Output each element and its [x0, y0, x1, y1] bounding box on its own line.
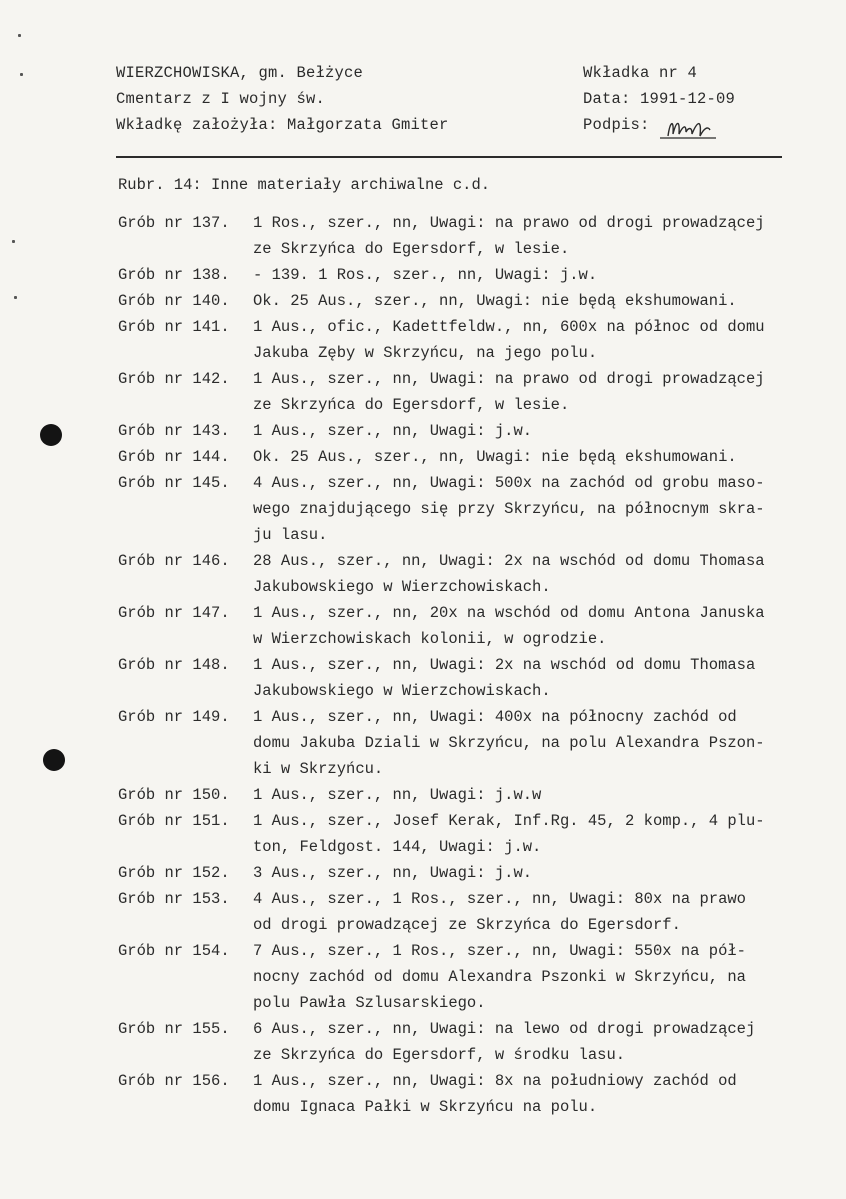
grave-entry-line: ju lasu.: [253, 526, 328, 544]
grave-entry-label: Grób nr 152.: [118, 864, 230, 882]
grave-entry-line: nocny zachód od domu Alexandra Pszonki w Skrzyńcu, na: [253, 968, 746, 986]
grave-entry-line: 28 Aus., szer., nn, Uwagi: 2x na wschód od domu Thomasa: [253, 552, 765, 570]
grave-entry-label: Grób nr 144.: [118, 448, 230, 466]
grave-entry: [118, 808, 830, 860]
grave-entry-label: Grób nr 151.: [118, 812, 230, 830]
grave-entry-line: 1 Aus., szer., nn, 20x na wschód od domu Antona Januska: [253, 604, 765, 622]
grave-entry-line: 4 Aus., szer., nn, Uwagi: 500x na zachód od grobu maso-: [253, 474, 765, 492]
grave-entry: [118, 366, 830, 418]
grave-entry-line: ze Skrzyńca do Egersdorf, w lesie.: [253, 396, 570, 414]
grave-entry-text: [253, 470, 830, 548]
grave-entry-line: 1 Aus., szer., nn, Uwagi: 2x na wschód od domu Thomasa: [253, 656, 756, 674]
grave-entry-text: [253, 366, 830, 418]
grave-entry-text: [253, 600, 830, 652]
grave-entry: [118, 782, 830, 808]
grave-entry-label: Grób nr 155.: [118, 1020, 230, 1038]
grave-entry: [118, 652, 830, 704]
punch-hole: [43, 749, 65, 771]
grave-entry-line: ki w Skrzyńcu.: [253, 760, 384, 778]
grave-entry-line: domu Jakuba Dziali w Skrzyńcu, na polu Alexandra Pszon-: [253, 734, 765, 752]
grave-entry-text: [253, 808, 830, 860]
grave-entry-text: [253, 704, 830, 782]
grave-entry-text: [253, 210, 830, 262]
grave-entry-text: [253, 444, 830, 470]
grave-entry-line: od drogi prowadzącej ze Skrzyńca do Egersdorf.: [253, 916, 681, 934]
grave-entry-line: 1 Aus., szer., nn, Uwagi: j.w.w: [253, 786, 542, 804]
grave-entry-line: wego znajdującego się przy Skrzyńcu, na północnym skra-: [253, 500, 765, 518]
grave-entry-line: Ok. 25 Aus., szer., nn, Uwagi: nie będą ekshumowani.: [253, 292, 737, 310]
grave-entry-text: [253, 1068, 830, 1120]
grave-entry: [118, 886, 830, 938]
header-insert: Wkładka nr 4: [583, 64, 698, 82]
grave-entry-line: polu Pawła Szlusarskiego.: [253, 994, 486, 1012]
grave-entry: [118, 548, 830, 600]
scan-speck: [18, 34, 21, 37]
grave-entry: [118, 860, 830, 886]
grave-entry: [118, 418, 830, 444]
grave-entry: [118, 262, 830, 288]
grave-entry-line: Ok. 25 Aus., szer., nn, Uwagi: nie będą ekshumowani.: [253, 448, 737, 466]
grave-entry: [118, 444, 830, 470]
header-place: WIERZCHOWISKA, gm. Bełżyce: [116, 64, 364, 82]
grave-entry-line: 1 Aus., szer., nn, Uwagi: j.w.: [253, 422, 533, 440]
grave-entry-label: Grób nr 154.: [118, 942, 230, 960]
grave-entry-line: 7 Aus., szer., 1 Ros., szer., nn, Uwagi: 550x na pół-: [253, 942, 746, 960]
grave-entry-line: 6 Aus., szer., nn, Uwagi: na lewo od drogi prowadzącej: [253, 1020, 756, 1038]
scan-speck: [20, 73, 23, 76]
grave-entry-text: [253, 938, 830, 1016]
grave-entry-line: domu Ignaca Pałki w Skrzyńcu na polu.: [253, 1098, 598, 1116]
grave-entry-label: Grób nr 148.: [118, 656, 230, 674]
grave-entry-line: 1 Aus., szer., nn, Uwagi: na prawo od drogi prowadzącej: [253, 370, 765, 388]
grave-entry-label: Grób nr 143.: [118, 422, 230, 440]
grave-entry-line: ze Skrzyńca do Egersdorf, w środku lasu.: [253, 1046, 626, 1064]
grave-entry-line: 1 Aus., szer., nn, Uwagi: 400x na północny zachód od: [253, 708, 737, 726]
grave-entry: [118, 470, 830, 548]
grave-entry-line: 1 Ros., szer., nn, Uwagi: na prawo od drogi prowadzącej: [253, 214, 765, 232]
grave-entry-label: Grób nr 141.: [118, 318, 230, 336]
grave-entry-text: [253, 288, 830, 314]
grave-entry-label: Grób nr 153.: [118, 890, 230, 908]
grave-entry-text: [253, 782, 830, 808]
grave-entry-line: 3 Aus., szer., nn, Uwagi: j.w.: [253, 864, 533, 882]
grave-entry-line: Jakubowskiego w Wierzchowiskach.: [253, 682, 551, 700]
grave-entry: [118, 314, 830, 366]
grave-entry-line: 4 Aus., szer., 1 Ros., szer., nn, Uwagi: 80x na prawo: [253, 890, 746, 908]
grave-entry: [118, 938, 830, 1016]
header-cemetery: Cmentarz z I wojny św.: [116, 90, 326, 108]
grave-entry: [118, 1068, 830, 1120]
grave-entry: [118, 704, 830, 782]
grave-entry-line: Jakubowskiego w Wierzchowiskach.: [253, 578, 551, 596]
handwritten-signature: [656, 112, 736, 148]
grave-entry-label: Grób nr 142.: [118, 370, 230, 388]
grave-entries-list: [118, 210, 830, 1120]
rubric-heading: Rubr. 14: Inne materiały archiwalne c.d.: [118, 176, 491, 194]
grave-entry: [118, 288, 830, 314]
header-signature-label: Podpis:: [583, 116, 650, 134]
grave-entry-text: [253, 548, 830, 600]
punch-hole: [40, 424, 62, 446]
grave-entry-line: - 139. 1 Ros., szer., nn, Uwagi: j.w.: [253, 266, 598, 284]
grave-entry-label: Grób nr 137.: [118, 214, 230, 232]
grave-entry-text: [253, 314, 830, 366]
grave-entry-label: Grób nr 145.: [118, 474, 230, 492]
grave-entry-line: ze Skrzyńca do Egersdorf, w lesie.: [253, 240, 570, 258]
grave-entry-label: Grób nr 149.: [118, 708, 230, 726]
grave-entry-text: [253, 262, 830, 288]
grave-entry-line: ton, Feldgost. 144, Uwagi: j.w.: [253, 838, 542, 856]
grave-entry-label: Grób nr 147.: [118, 604, 230, 622]
grave-entry: [118, 600, 830, 652]
scan-speck: [12, 240, 15, 243]
grave-entry-line: 1 Aus., ofic., Kadettfeldw., nn, 600x na północ od domu: [253, 318, 765, 336]
grave-entry-label: Grób nr 138.: [118, 266, 230, 284]
grave-entry-label: Grób nr 140.: [118, 292, 230, 310]
scan-speck: [14, 296, 17, 299]
grave-entry-label: Grób nr 156.: [118, 1072, 230, 1090]
header-founder: Wkładkę założyła: Małgorzata Gmiter: [116, 116, 449, 134]
grave-entry-text: [253, 860, 830, 886]
grave-entry-line: w Wierzchowiskach kolonii, w ogrodzie.: [253, 630, 607, 648]
grave-entry: [118, 1016, 830, 1068]
header-date: Data: 1991-12-09: [583, 90, 736, 108]
grave-entry: [118, 210, 830, 262]
grave-entry-line: 1 Aus., szer., nn, Uwagi: 8x na południowy zachód od: [253, 1072, 737, 1090]
header-divider: [116, 156, 782, 158]
grave-entry-line: Jakuba Zęby w Skrzyńcu, na jego polu.: [253, 344, 598, 362]
grave-entry-text: [253, 418, 830, 444]
grave-entry-text: [253, 1016, 830, 1068]
grave-entry-label: Grób nr 146.: [118, 552, 230, 570]
grave-entry-text: [253, 886, 830, 938]
grave-entry-line: 1 Aus., szer., Josef Kerak, Inf.Rg. 45, 2 komp., 4 plu-: [253, 812, 765, 830]
grave-entry-text: [253, 652, 830, 704]
grave-entry-label: Grób nr 150.: [118, 786, 230, 804]
